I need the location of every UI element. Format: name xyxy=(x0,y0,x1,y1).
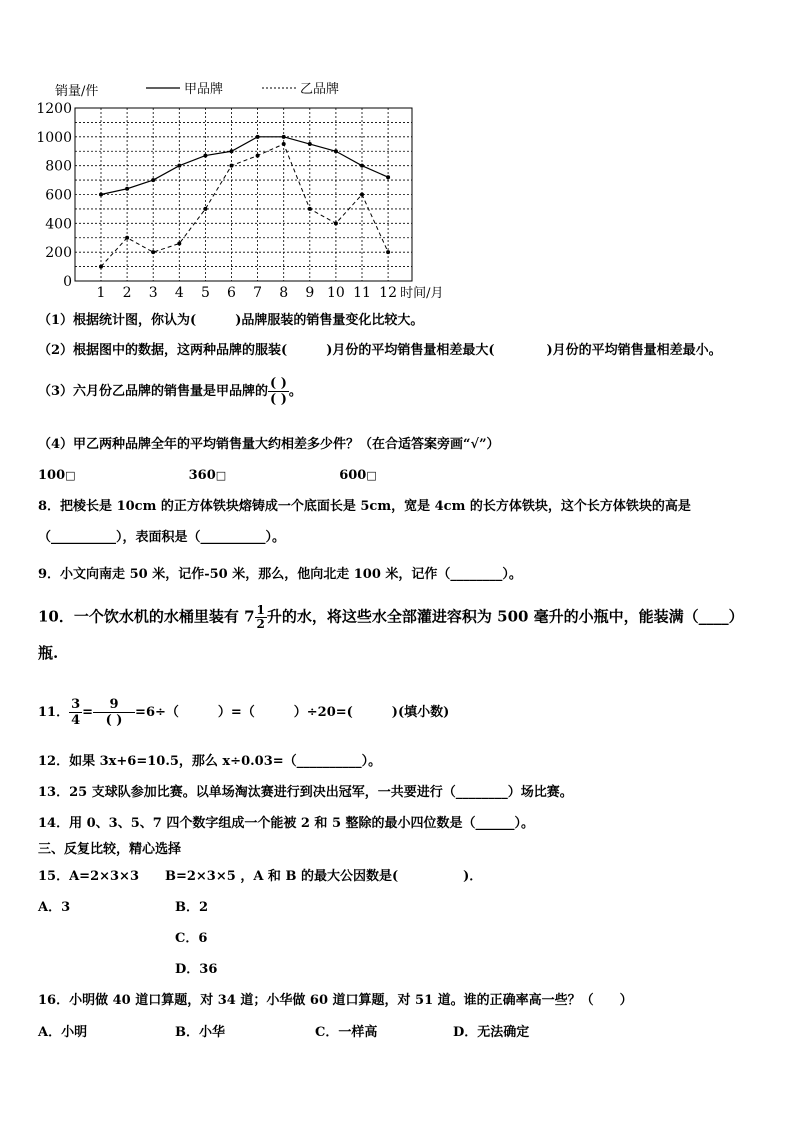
data-point-jia xyxy=(282,135,286,139)
checkbox-icon[interactable]: □ xyxy=(65,469,76,482)
data-point-jia xyxy=(125,187,129,191)
q10-denominator: 2 xyxy=(256,617,265,631)
q10-text-b: 升的水，将这些水全部灌进容积为 500 毫升的小瓶中，能装满（____） xyxy=(266,607,744,626)
y-tick-label: 1000 xyxy=(36,129,72,146)
y-tick-label: 600 xyxy=(45,187,72,204)
section-3-heading: 三、反复比较，精心选择 xyxy=(38,842,182,857)
series-line-yi xyxy=(101,144,388,267)
x-tick-label: 3 xyxy=(148,285,158,301)
q7-part3-text: （3）六月份乙品牌的销售量是甲品牌的 xyxy=(38,384,269,399)
y-tick-label: 400 xyxy=(45,216,72,233)
x-tick-label: 10 xyxy=(326,285,345,301)
q7-option-100: 100 xyxy=(38,468,66,483)
data-point-jia xyxy=(177,164,181,168)
q7-part3-end: 。 xyxy=(288,384,302,399)
q16-option-b[interactable]: B．小华 xyxy=(175,1025,225,1040)
data-point-jia xyxy=(360,164,364,168)
q8-line2: （__________），表面积是（__________）。 xyxy=(38,530,286,545)
x-tick-label: 5 xyxy=(200,285,210,301)
q7-option-600: 600 xyxy=(339,468,367,483)
q15-stem: 15．A=2×3×3 B=2×3×5 ，A 和 B 的最大公因数是( )． xyxy=(38,869,483,884)
q11 xyxy=(38,696,449,730)
q11-fraction-1 xyxy=(69,697,82,728)
q11-fraction-2 xyxy=(93,697,135,728)
q11-rest: =6÷（ ）=（ ）÷20=( )(填小数) xyxy=(135,705,450,720)
checkbox-icon[interactable]: □ xyxy=(366,469,377,482)
data-point-yi xyxy=(151,250,155,254)
q7-part1: （1）根据统计图，你认为( )品牌服装的销售量变化比较大。 xyxy=(38,313,424,328)
legend-label-jia: 甲品牌 xyxy=(184,82,224,97)
x-tick-label: 7 xyxy=(253,285,263,301)
q12: 12．如果 3x+6=10.5，那么 x÷0.03=（__________）。 xyxy=(38,754,382,769)
data-point-jia xyxy=(386,175,390,179)
q7-part3-numerator: ( ) xyxy=(270,376,287,391)
legend-label-yi: 乙品牌 xyxy=(300,82,340,97)
q7-options xyxy=(38,468,377,484)
x-tick-label: 1 xyxy=(96,285,106,301)
x-axis-label: 时间/月 xyxy=(400,286,444,301)
data-point-yi xyxy=(99,265,103,269)
q10-line1 xyxy=(38,604,744,631)
q15-option-d[interactable]: D．36 xyxy=(175,962,218,977)
data-point-jia xyxy=(151,178,155,182)
q7-part3-fraction xyxy=(268,376,289,407)
q11-f2-denominator: ( ) xyxy=(105,713,123,728)
q7-part2: （2）根据图中的数据，这两种品牌的服装( )月份的平均销售量相差最大( )月份的平均销售量相差最小。 xyxy=(38,343,722,358)
data-point-yi xyxy=(282,142,286,146)
data-point-jia xyxy=(99,193,103,197)
q11-label: 11． xyxy=(38,705,70,720)
q8-line1: 8．把棱长是 10cm 的正方体铁块熔铸成一个底面长是 5cm，宽是 4cm 的长方体铁块，这个长方体铁块的高是 xyxy=(38,499,691,514)
q11-f1-denominator: 4 xyxy=(71,713,81,728)
q10-numerator: 1 xyxy=(256,603,265,617)
q7-part3-denominator: ( ) xyxy=(270,392,287,407)
q10-text-a: 10．一个饮水机的水桶里装有 7 xyxy=(38,607,255,626)
data-point-jia xyxy=(256,135,260,139)
data-point-yi xyxy=(334,221,338,225)
y-tick-label: 200 xyxy=(45,245,72,262)
data-point-yi xyxy=(308,207,312,211)
y-tick-label: 800 xyxy=(45,158,72,175)
data-point-yi xyxy=(386,250,390,254)
x-tick-label: 11 xyxy=(353,285,371,301)
q13: 13．25 支球队参加比赛。以单场淘汰赛进行到决出冠军，一共要进行（________）场比赛。 xyxy=(38,785,573,800)
q16-option-d[interactable]: D．无法确定 xyxy=(453,1025,530,1040)
q16-stem: 16．小明做 40 道口算题，对 34 道；小华做 60 道口算题，对 51 道。谁的正确率高一些？（ ） xyxy=(38,993,633,1008)
q15-option-a[interactable]: A．3 xyxy=(38,900,71,915)
x-tick-label: 8 xyxy=(279,285,289,301)
x-tick-label: 9 xyxy=(305,285,315,301)
y-tick-label: 1200 xyxy=(36,101,72,117)
q11-f1-numerator: 3 xyxy=(71,697,81,712)
q9: 9．小文向南走 50 米，记作-50 米，那么，他向北走 100 米，记作（________）。 xyxy=(38,567,522,582)
data-point-yi xyxy=(203,207,207,211)
data-point-jia xyxy=(308,142,312,146)
q11-equals: = xyxy=(82,705,94,720)
data-point-jia xyxy=(334,149,338,153)
x-tick-label: 2 xyxy=(122,285,132,301)
q7-part4: （4）甲乙两种品牌全年的平均销售量大约相差多少件？（在合适答案旁画“√”） xyxy=(38,437,500,452)
q11-f2-numerator: 9 xyxy=(93,697,135,713)
q10-line2: 瓶. xyxy=(38,644,59,662)
q7-option-360: 360 xyxy=(188,468,216,483)
data-point-yi xyxy=(360,193,364,197)
q16-option-c[interactable]: C．一样高 xyxy=(315,1025,378,1040)
checkbox-icon[interactable]: □ xyxy=(215,469,227,482)
q14: 14．用 0、3、5、7 四个数字组成一个能被 2 和 5 整除的最小四位数是（______）。 xyxy=(38,816,535,831)
x-tick-label: 4 xyxy=(174,285,184,301)
q15-option-b[interactable]: B．2 xyxy=(175,900,209,915)
q15-option-c[interactable]: C．6 xyxy=(175,931,208,946)
data-point-yi xyxy=(125,236,129,240)
x-tick-label: 12 xyxy=(379,285,398,301)
y-tick-label: 0 xyxy=(63,274,72,290)
q10-fraction xyxy=(255,604,267,631)
y-axis-label: 销量/件 xyxy=(55,84,99,99)
data-point-yi xyxy=(177,242,181,246)
q16-option-a[interactable]: A．小明 xyxy=(38,1025,88,1040)
sales-line-chart xyxy=(0,0,794,310)
data-point-jia xyxy=(203,154,207,158)
x-tick-label: 6 xyxy=(227,285,236,301)
data-point-jia xyxy=(230,149,234,153)
q7-part3 xyxy=(38,376,302,407)
data-point-yi xyxy=(230,164,234,168)
data-point-yi xyxy=(256,154,260,158)
